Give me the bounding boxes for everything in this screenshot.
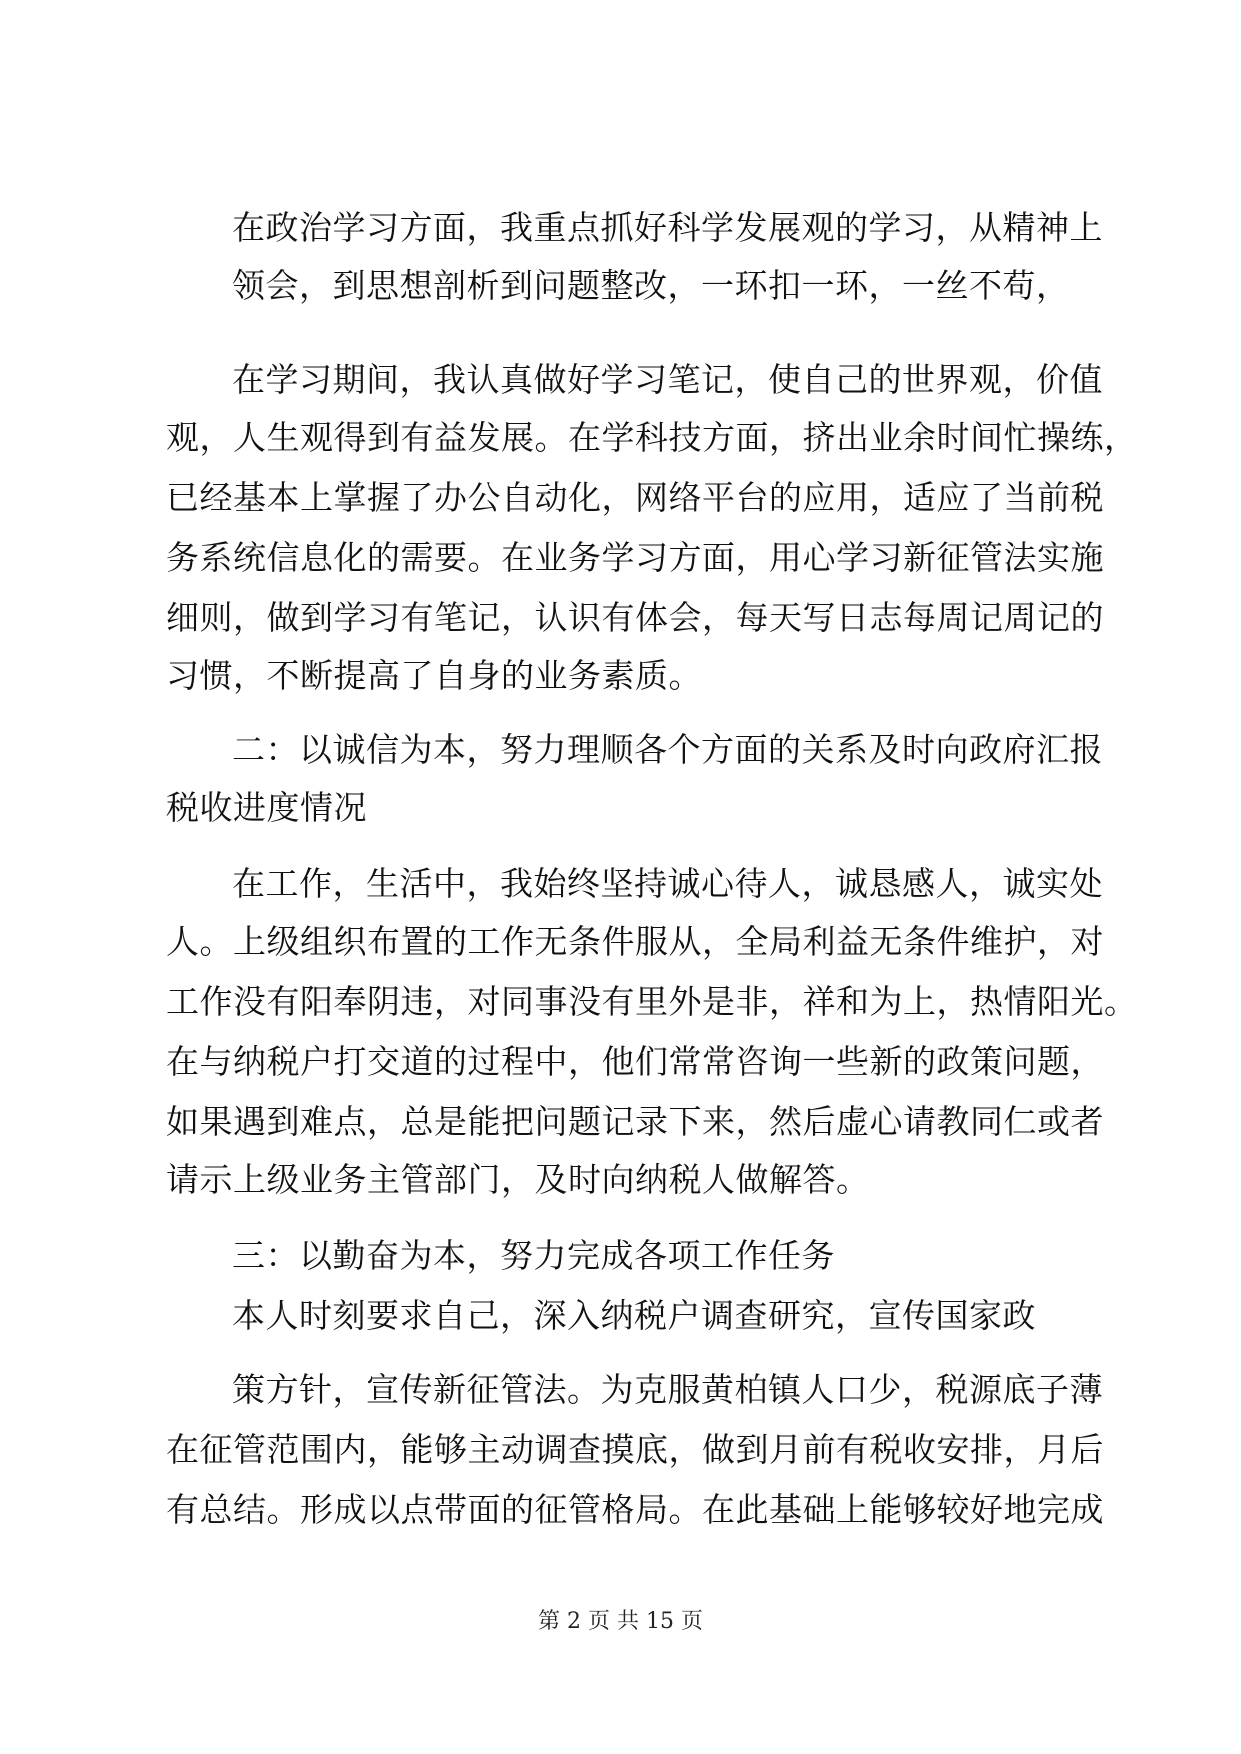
paragraph-line: 本人时刻要求自己，深入纳税户调查研究，宣传国家政 [232, 1296, 1036, 1335]
paragraph-line: 细则，做到学习有笔记，认识有体会，每天写日志每周记周记的 [166, 598, 1104, 637]
section-heading-line: 二：以诚信为本，努力理顺各个方面的关系及时向政府汇报 [232, 730, 1103, 769]
paragraph-line: 人。上级组织布置的工作无条件服从，全局利益无条件维护，对 [166, 922, 1104, 961]
paragraph-line: 习惯，不断提高了自身的业务素质。 [166, 656, 702, 695]
paragraph-line: 务系统信息化的需要。在业务学习方面，用心学习新征管法实施 [166, 538, 1104, 577]
paragraph-line: 已经基本上掌握了办公自动化，网络平台的应用，适应了当前税 [166, 478, 1104, 517]
page-number-footer: 第 2 页 共 15 页 [538, 1609, 703, 1634]
paragraph-line: 工作没有阳奉阴违，对同事没有里外是非，祥和为上，热情阳光。 [166, 982, 1138, 1021]
paragraph-line: 策方针，宣传新征管法。为克服黄柏镇人口少，税源底子薄 [232, 1370, 1103, 1409]
paragraph-line: 观，人生观得到有益发展。在学科技方面，挤出业余时间忙操练， [166, 418, 1138, 457]
paragraph-line: 领会，到思想剖析到问题整改，一环扣一环，一丝不苟， [232, 266, 1070, 305]
section-heading-line: 税收进度情况 [166, 788, 367, 827]
paragraph-line: 在与纳税户打交道的过程中，他们常常咨询一些新的政策问题， [166, 1042, 1104, 1081]
paragraph-line: 在学习期间，我认真做好学习笔记，使自己的世界观，价值 [232, 360, 1103, 399]
paragraph-line: 请示上级业务主管部门，及时向纳税人做解答。 [166, 1160, 870, 1199]
section-heading-line: 三：以勤奋为本，努力完成各项工作任务 [232, 1236, 835, 1275]
paragraph-line: 如果遇到难点，总是能把问题记录下来，然后虚心请教同仁或者 [166, 1102, 1104, 1141]
paragraph-line: 在征管范围内，能够主动调查摸底，做到月前有税收安排，月后 [166, 1430, 1104, 1469]
paragraph-line: 有总结。形成以点带面的征管格局。在此基础上能够较好地完成 [166, 1490, 1104, 1529]
paragraph-line: 在工作，生活中，我始终坚持诚心待人，诚恳感人，诚实处 [232, 864, 1103, 903]
paragraph-line: 在政治学习方面，我重点抓好科学发展观的学习，从精神上 [232, 208, 1103, 247]
